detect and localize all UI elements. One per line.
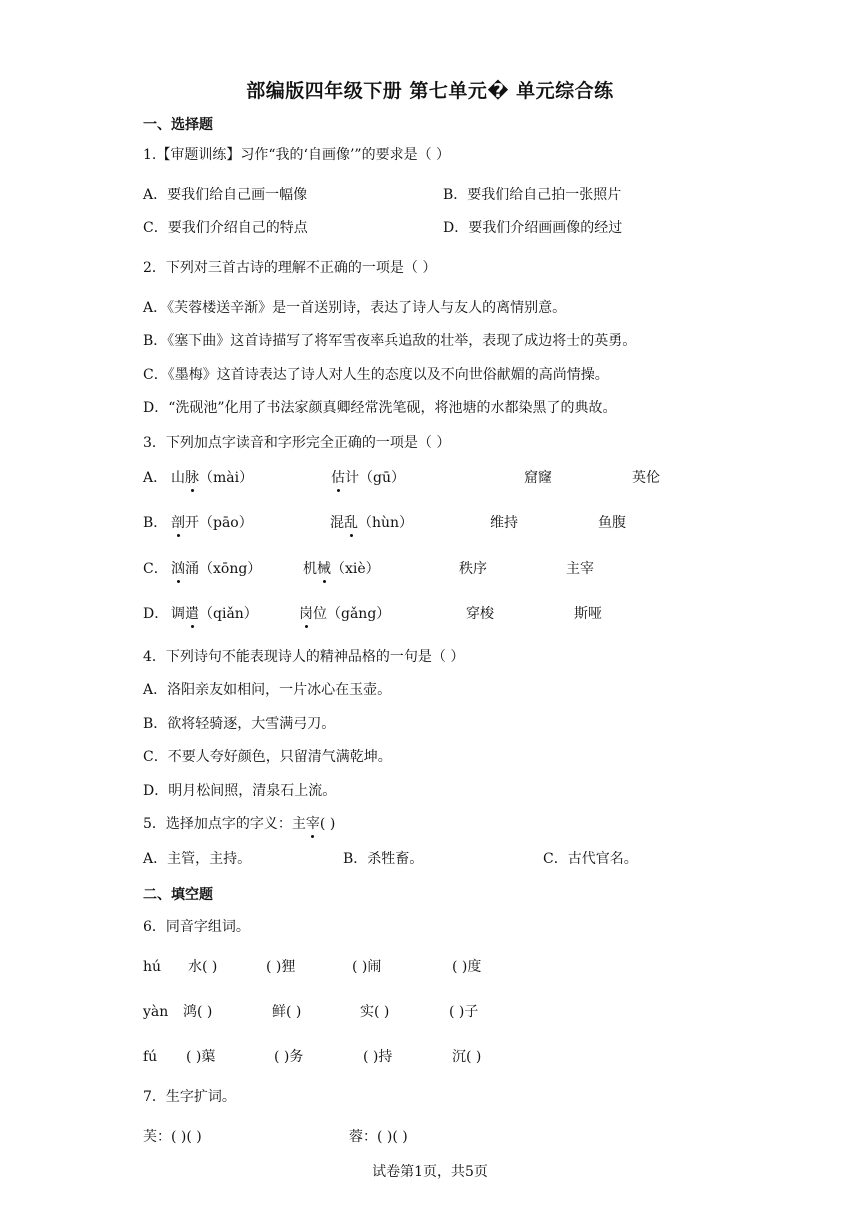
page-footer: 试卷第1页，共5页 — [372, 1164, 488, 1180]
question-1-option-a: A．要我们给自己画一幅像 — [143, 187, 308, 203]
pinyin: fú — [143, 1049, 158, 1065]
blank-cell: ( )务 — [274, 1049, 304, 1065]
question-5-stem: 5．选择加点字的字义：主宰( ) — [143, 816, 336, 832]
blank-cell: ( )闹 — [352, 959, 382, 975]
question-4-option-d: D．明月松间照，清泉石上流。 — [143, 783, 337, 799]
question-2-option-a: A．《芙蓉楼送辛渐》是一首送别诗，表达了诗人与友人的离情别意。 — [143, 300, 567, 316]
section-heading-choice: 一、选择题 — [143, 117, 213, 133]
option-label: C． — [143, 561, 168, 577]
question-4-stem: 4．下列诗句不能表现诗人的精神品格的一句是（ ） — [143, 649, 465, 665]
word: 主宰 — [566, 561, 594, 577]
question-5-option-b: B．杀牲畜。 — [343, 851, 424, 867]
word-with-dot: 汹涌（xōng） — [171, 561, 262, 577]
option-label: D． — [143, 606, 169, 622]
word: 维持 — [490, 515, 518, 531]
question-5-option-a: A．主管，主持。 — [143, 851, 252, 867]
blank-cell: ( )蕖 — [186, 1049, 216, 1065]
question-3-stem: 3．下列加点字读音和字形完全正确的一项是（ ） — [143, 435, 451, 451]
question-7-stem: 7．生字扩词。 — [143, 1089, 236, 1105]
word: 窟窿 — [524, 470, 552, 486]
word-with-dot: 混乱（hùn） — [330, 515, 414, 531]
question-6-stem: 6．同音字组词。 — [143, 919, 250, 935]
word: 秩序 — [459, 561, 487, 577]
word-with-dot: 岗位（gǎng） — [299, 606, 391, 622]
word-with-dot: 山脉（mài） — [171, 470, 254, 486]
question-7-line-rong: 蓉：( )( ) — [349, 1129, 408, 1145]
word-with-dot: 机械（xiè） — [303, 561, 380, 577]
word: 斯哑 — [574, 606, 602, 622]
pinyin: hú — [143, 959, 162, 975]
word: 鱼腹 — [598, 515, 626, 531]
question-1-option-c: C．要我们介绍自己的特点 — [143, 220, 308, 236]
blank-cell: ( )狸 — [266, 959, 296, 975]
page-title: 部编版四年级下册 第七单元� 单元综合练 — [246, 80, 614, 102]
option-label: B． — [143, 515, 168, 531]
blank-cell: 沉( ) — [452, 1049, 482, 1065]
blank-cell: 鲜( ) — [272, 1004, 302, 1020]
blank-cell: ( )子 — [449, 1004, 479, 1020]
question-4-option-a: A．洛阳亲友如相问，一片冰心在玉壶。 — [143, 682, 392, 698]
word-with-dot: 调遣（qiǎn） — [171, 606, 258, 622]
question-5-option-c: C．古代官名。 — [543, 851, 638, 867]
option-label: A． — [143, 470, 168, 486]
section-heading-fill: 二、填空题 — [143, 887, 213, 903]
word-with-dot: 剖开（pāo） — [171, 515, 253, 531]
word: 英伦 — [632, 470, 660, 486]
blank-cell: 鸿( ) — [183, 1004, 213, 1020]
word-with-dot: 估计（gū） — [331, 470, 405, 486]
question-2-option-d: D．“洗砚池”化用了书法家颜真卿经常洗笔砚，将池塘的水都染黑了的典故。 — [143, 400, 617, 416]
question-4-option-b: B．欲将轻骑逐，大雪满弓刀。 — [143, 716, 336, 732]
blank-cell: ( )持 — [363, 1049, 393, 1065]
word: 穿梭 — [466, 606, 494, 622]
question-7-line-fu: 芙：( )( ) — [143, 1129, 202, 1145]
question-2-option-b: B．《塞下曲》这首诗描写了将军雪夜率兵追敌的壮举，表现了成边将士的英勇。 — [143, 333, 637, 349]
question-1-option-b: B．要我们给自己拍一张照片 — [443, 187, 622, 203]
blank-cell: 水( ) — [188, 959, 218, 975]
question-2-option-c: C．《墨梅》这首诗表达了诗人对人生的态度以及不向世俗献媚的高尚情操。 — [143, 367, 609, 383]
blank-cell: 实( ) — [360, 1004, 390, 1020]
question-4-option-c: C．不要人夸好颜色，只留清气满乾坤。 — [143, 749, 392, 765]
question-2-stem: 2．下列对三首古诗的理解不正确的一项是（ ） — [143, 260, 437, 276]
question-1-option-d: D．要我们介绍画画像的经过 — [443, 220, 623, 236]
blank-cell: ( )度 — [452, 959, 482, 975]
question-1-stem: 1.【审题训练】习作“我的‘自画像’”的要求是（ ） — [143, 147, 451, 163]
pinyin: yàn — [143, 1004, 169, 1020]
